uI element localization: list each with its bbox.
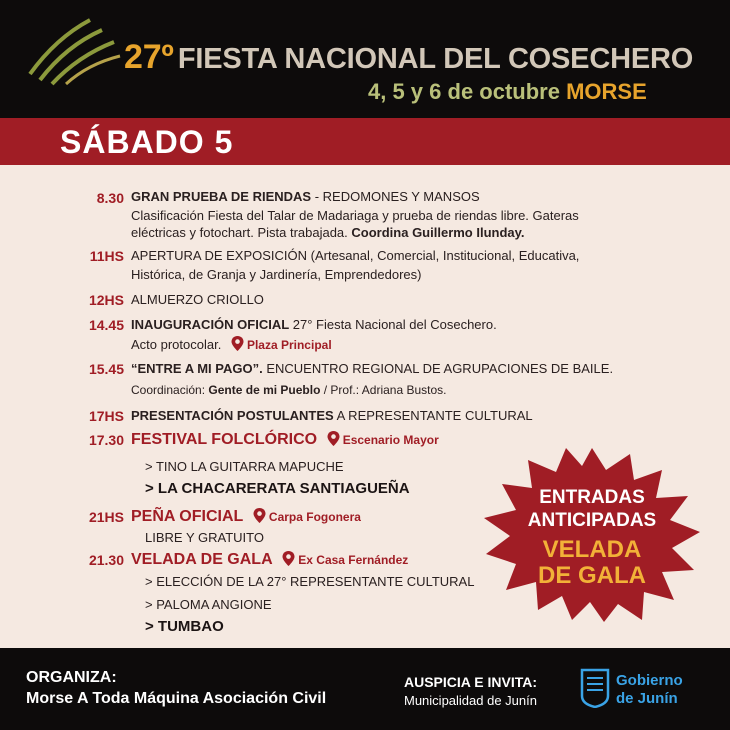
gobierno-logo-text: de Junín — [616, 690, 678, 707]
time-11hs: 11HS — [89, 248, 124, 264]
event-detail — [131, 383, 447, 397]
badge-line-highlight: VELADA — [542, 536, 642, 563]
event-title-red: VELADA DE GALA — [131, 551, 273, 568]
coordination-group: Gente de mi Pueblo — [208, 383, 321, 397]
event-title-bold: GRAN PRUEBA DE RIENDAS — [131, 189, 312, 204]
coordination-teacher: / Prof.: Adriana Bustos. — [320, 383, 447, 397]
gobierno-junin-shield-icon — [580, 668, 610, 708]
act-item: > ELECCIÓN DE LA 27° REPRESENTANTE CULTURAL — [145, 574, 475, 589]
event-title-bold: “ENTRE A MI PAGO”. — [131, 361, 263, 376]
event-title-red: PEÑA OFICIAL — [131, 508, 244, 525]
event-title — [124, 38, 693, 77]
location-pin-icon — [282, 551, 295, 566]
event-title-suffix: - REDOMONES Y MANSOS — [311, 189, 480, 204]
venue-label: Escenario Mayor — [342, 433, 439, 447]
time-21-30: 21.30 — [88, 552, 124, 568]
event-detail-bold: Coordina Guillermo Ilunday. — [351, 225, 525, 240]
event-detail-text: Acto protocolar. — [131, 337, 222, 352]
act-item: > PALOMA ANGIONE — [145, 597, 272, 612]
venue-label: Plaza Principal — [246, 338, 332, 352]
event-title-suffix: A REPRESENTANTE CULTURAL — [333, 408, 533, 423]
time-17-30: 17.30 — [88, 432, 124, 448]
badge-line: ANTICIPADAS — [527, 510, 657, 531]
event-title-line: APERTURA DE EXPOSICIÓN (Artesanal, Comercial, Institucional, Educativa, — [131, 248, 580, 263]
act-item: > TINO LA GUITARRA MAPUCHE — [145, 459, 344, 474]
event-title-bold: PRESENTACIÓN POSTULANTES — [131, 408, 334, 423]
event-detail — [131, 336, 332, 352]
event-title-suffix: 27° Fiesta Nacional del Cosechero. — [289, 317, 497, 332]
headliner-item: > TUMBAO — [145, 618, 224, 635]
wheat-lines-icon — [26, 16, 122, 86]
day-title: SÁBADO 5 — [60, 124, 234, 160]
time-12hs: 12HS — [88, 292, 124, 308]
edition-number: 27º — [124, 38, 174, 76]
starburst-badge-icon — [482, 446, 702, 622]
sponsor-name: Municipalidad de Junín — [404, 693, 537, 708]
dates-text: 4, 5 y 6 de octubre — [368, 79, 560, 104]
event-detail — [131, 225, 525, 240]
event-title-line — [131, 551, 408, 569]
event-title-line — [131, 408, 533, 423]
event-title-line — [131, 189, 480, 204]
event-title-red: FESTIVAL FOLCLÓRICO — [131, 431, 318, 448]
location-pin-icon — [327, 431, 340, 446]
event-detail-text: eléctricas y fotochart. Pista trabajada. — [131, 225, 348, 240]
headliner-item: > LA CHACARERATA SANTIAGUEÑA — [145, 480, 410, 497]
event-dates — [368, 79, 647, 105]
event-title-suffix: ENCUENTRO REGIONAL DE AGRUPACIONES DE BAILE. — [262, 361, 614, 376]
sponsor-label: AUSPICIA E INVITA: — [404, 674, 538, 690]
location-pin-icon — [231, 336, 244, 351]
venue-label: Ex Casa Fernández — [298, 553, 409, 567]
venue-label: Carpa Fogonera — [268, 510, 361, 524]
badge-line-highlight: DE GALA — [538, 562, 646, 589]
event-name: FIESTA NACIONAL DEL COSECHERO — [177, 43, 694, 75]
event-title-bold: INAUGURACIÓN OFICIAL — [131, 317, 290, 332]
event-title-line — [131, 431, 439, 449]
event-detail: LIBRE Y GRATUITO — [145, 530, 264, 545]
event-title-line — [131, 317, 497, 332]
place-text: MORSE — [566, 79, 647, 104]
time-8-30: 8.30 — [96, 190, 124, 206]
organizer-name: Morse A Toda Máquina Asociación Civil — [26, 690, 327, 707]
time-21hs: 21HS — [88, 509, 124, 525]
time-15-45: 15.45 — [88, 361, 124, 377]
footer — [0, 648, 730, 730]
event-title-line — [131, 361, 613, 376]
time-17hs: 17HS — [88, 408, 124, 424]
organizer-label: ORGANIZA: — [26, 669, 117, 686]
gobierno-logo-text: Gobierno — [616, 672, 683, 689]
event-detail: Histórica, de Granja y Jardinería, Emprendedores) — [131, 267, 422, 282]
event-title-line: ALMUERZO CRIOLLO — [131, 292, 264, 307]
time-14-45: 14.45 — [88, 317, 124, 333]
coordination-label: Coordinación: — [131, 383, 209, 397]
location-pin-icon — [253, 508, 266, 523]
badge-line: ENTRADAS — [539, 487, 645, 508]
event-detail: Clasificación Fiesta del Talar de Madariaga y prueba de riendas libre. Gateras — [131, 208, 579, 223]
event-title-line — [131, 508, 361, 526]
